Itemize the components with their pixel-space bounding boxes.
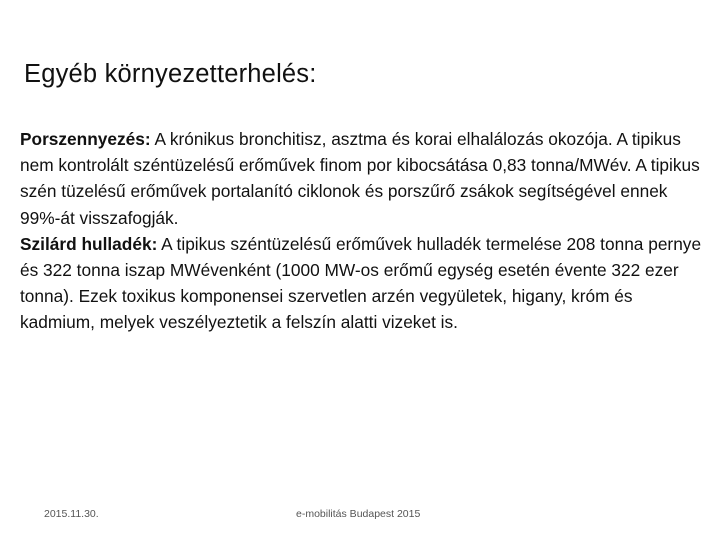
paragraph-label: Szilárd hulladék:: [20, 233, 158, 254]
paragraph-label: Porszennyezés:: [20, 129, 151, 149]
paragraph-dust-pollution: [20, 126, 710, 231]
footer-date: 2015.11.30.: [44, 508, 99, 520]
slide-title: Egyéb környezetterhelés:: [24, 60, 317, 88]
footer-event: e-mobilitás Budapest 2015: [296, 508, 421, 520]
paragraph-text: A tipikus széntüzelésű erőművek hulladék termelése 208 tonna pernye és 322 tonna iszap MWévenként (1000 MW-os erőmű egység esetén évente 322 ezer tonna). Ezek toxikus komponensei szervetlen arzén vegyületek, higany, króm és kadmium, melyek veszélyeztetik a felszín alatti vizeket is.: [20, 233, 702, 333]
paragraph-text: A krónikus bronchitisz, asztma és korai elhalálozás okozója. A tipikus nem kontrolált széntüzelésű erőművek finom por kibocsátása 0,83 tonna/MWév. A tipikus szén tüzelésű erőművek portalanító ciklonok és porszűrő zsákok segítségével ennek 99%-át visszafogják.: [20, 129, 700, 228]
slide-body: [20, 126, 710, 336]
paragraph-solid-waste: [20, 231, 710, 336]
